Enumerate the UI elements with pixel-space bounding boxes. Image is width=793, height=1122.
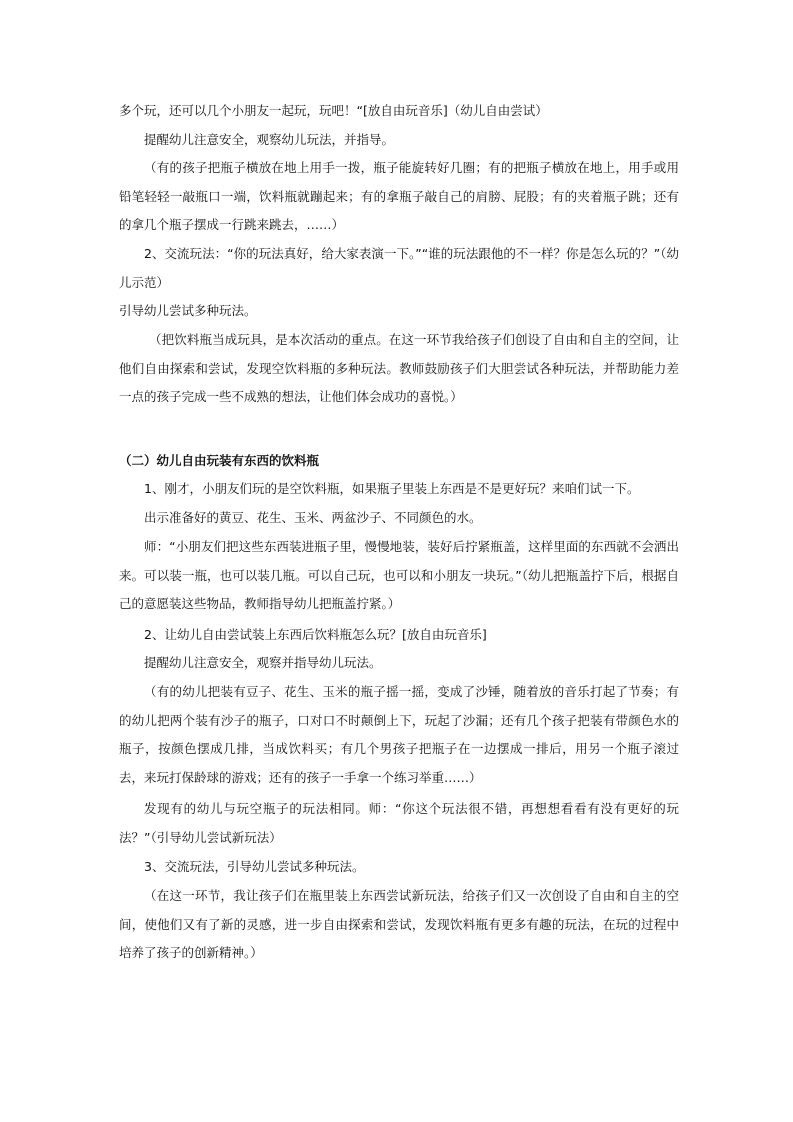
paragraph-key-point-notes: （把饮料瓶当成玩具，是本次活动的重点。在这一环节我给孩子们创设了自由和自主的空间，让他们自由探索和尝试，发现空饮料瓶的多种玩法。教师鼓励孩子们大胆尝试各种玩法，并帮助能力差一点的孩子完成一些不成熟的想法，让他们体会成功的喜悦。） — [119, 332, 679, 404]
paragraph-exchange-methods: 2、交流玩法：“你的玩法真好，给大家表演一下。”“谁的玩法跟他的不一样？你是怎么玩的？”（幼儿示范） — [119, 246, 679, 290]
paragraph-free-play-intro: 多个玩，还可以几个小朋友一起玩，玩吧！“[放自由玩音乐]（幼儿自由尝试） — [119, 103, 548, 118]
paragraph-creative-summary: （在这一环节，我让孩子们在瓶里装上东西尝试新玩法，给孩子们又一次创设了自由和自主的空间，使他们又有了新的灵感，进一步自由探索和尝试，发现饮料瓶有更多有趣的玩法，在玩的过程中培养了孩子的创新精神。） — [119, 888, 679, 960]
paragraph-empty-bottle-play-notes: （有的孩子把瓶子横放在地上用手一拨，瓶子能旋转好几圈；有的把瓶子横放在地上，用手或用铅笔轻轻一敲瓶口一端，饮料瓶就蹦起来；有的拿瓶子敲自己的肩膀、屁股；有的夹着瓶子跳；还有的拿几个瓶子摆成一行跳来跳去，……） — [119, 160, 679, 232]
paragraph-free-try-filled: 2、让幼儿自由尝试装上东西后饮料瓶怎么玩？[放自由玩音乐] — [144, 627, 487, 642]
paragraph-guide-multiple-methods: 引导幼儿尝试多种玩法。 — [119, 303, 257, 318]
paragraph-filled-bottle-question: 1、刚才，小朋友们玩的是空饮料瓶，如果瓶子里装上东西是不是更好玩？来咱们试一下。 — [144, 481, 640, 496]
paragraph-filled-bottle-play-notes: （有的幼儿把装有豆子、花生、玉米的瓶子摇一摇，变成了沙锤，随着放的音乐打起了节奏；有的幼儿把两个装有沙子的瓶子，口对口不时颠倒上下，玩起了沙漏；还有几个孩子把装有带颜色水的瓶子，按颜色摆成几排，当成饮料买；有几个男孩子把瓶子在一边摆成一排后，用另一个瓶子滚过去，来玩打保龄球的游戏；还有的孩子一手拿一个练习举重……） — [119, 684, 679, 785]
paragraph-exchange-guide: 3、交流玩法，引导幼儿尝试多种玩法。 — [144, 859, 365, 874]
paragraph-safety-guidance: 提醒幼儿注意安全，观察并指导幼儿玩法。 — [144, 655, 382, 670]
paragraph-show-materials: 出示准备好的黄豆、花生、玉米、两盆沙子、不同颜色的水。 — [144, 510, 482, 525]
paragraph-same-method-prompt: 发现有的幼儿与玩空瓶子的玩法相同。师：“你这个玩法很不错，再想想看看有没有更好的玩法？”（引导幼儿尝试新玩法） — [119, 801, 679, 845]
paragraph-teacher-instruction: 师：“小朋友们把这些东西装进瓶子里，慢慢地装，装好后拧紧瓶盖，这样里面的东西就不会洒出来。可以装一瓶，也可以装几瓶。可以自己玩，也可以和小朋友一块玩。”（幼儿把瓶盖拧下后，根据自己的意愿装这些物品，教师指导幼儿把瓶盖拧紧。） — [119, 539, 679, 611]
section-heading-filled-bottles: （二）幼儿自由玩装有东西的饮料瓶 — [119, 453, 320, 468]
paragraph-safety-reminder: 提醒幼儿注意安全，观察幼儿玩法，并指导。 — [144, 132, 395, 147]
